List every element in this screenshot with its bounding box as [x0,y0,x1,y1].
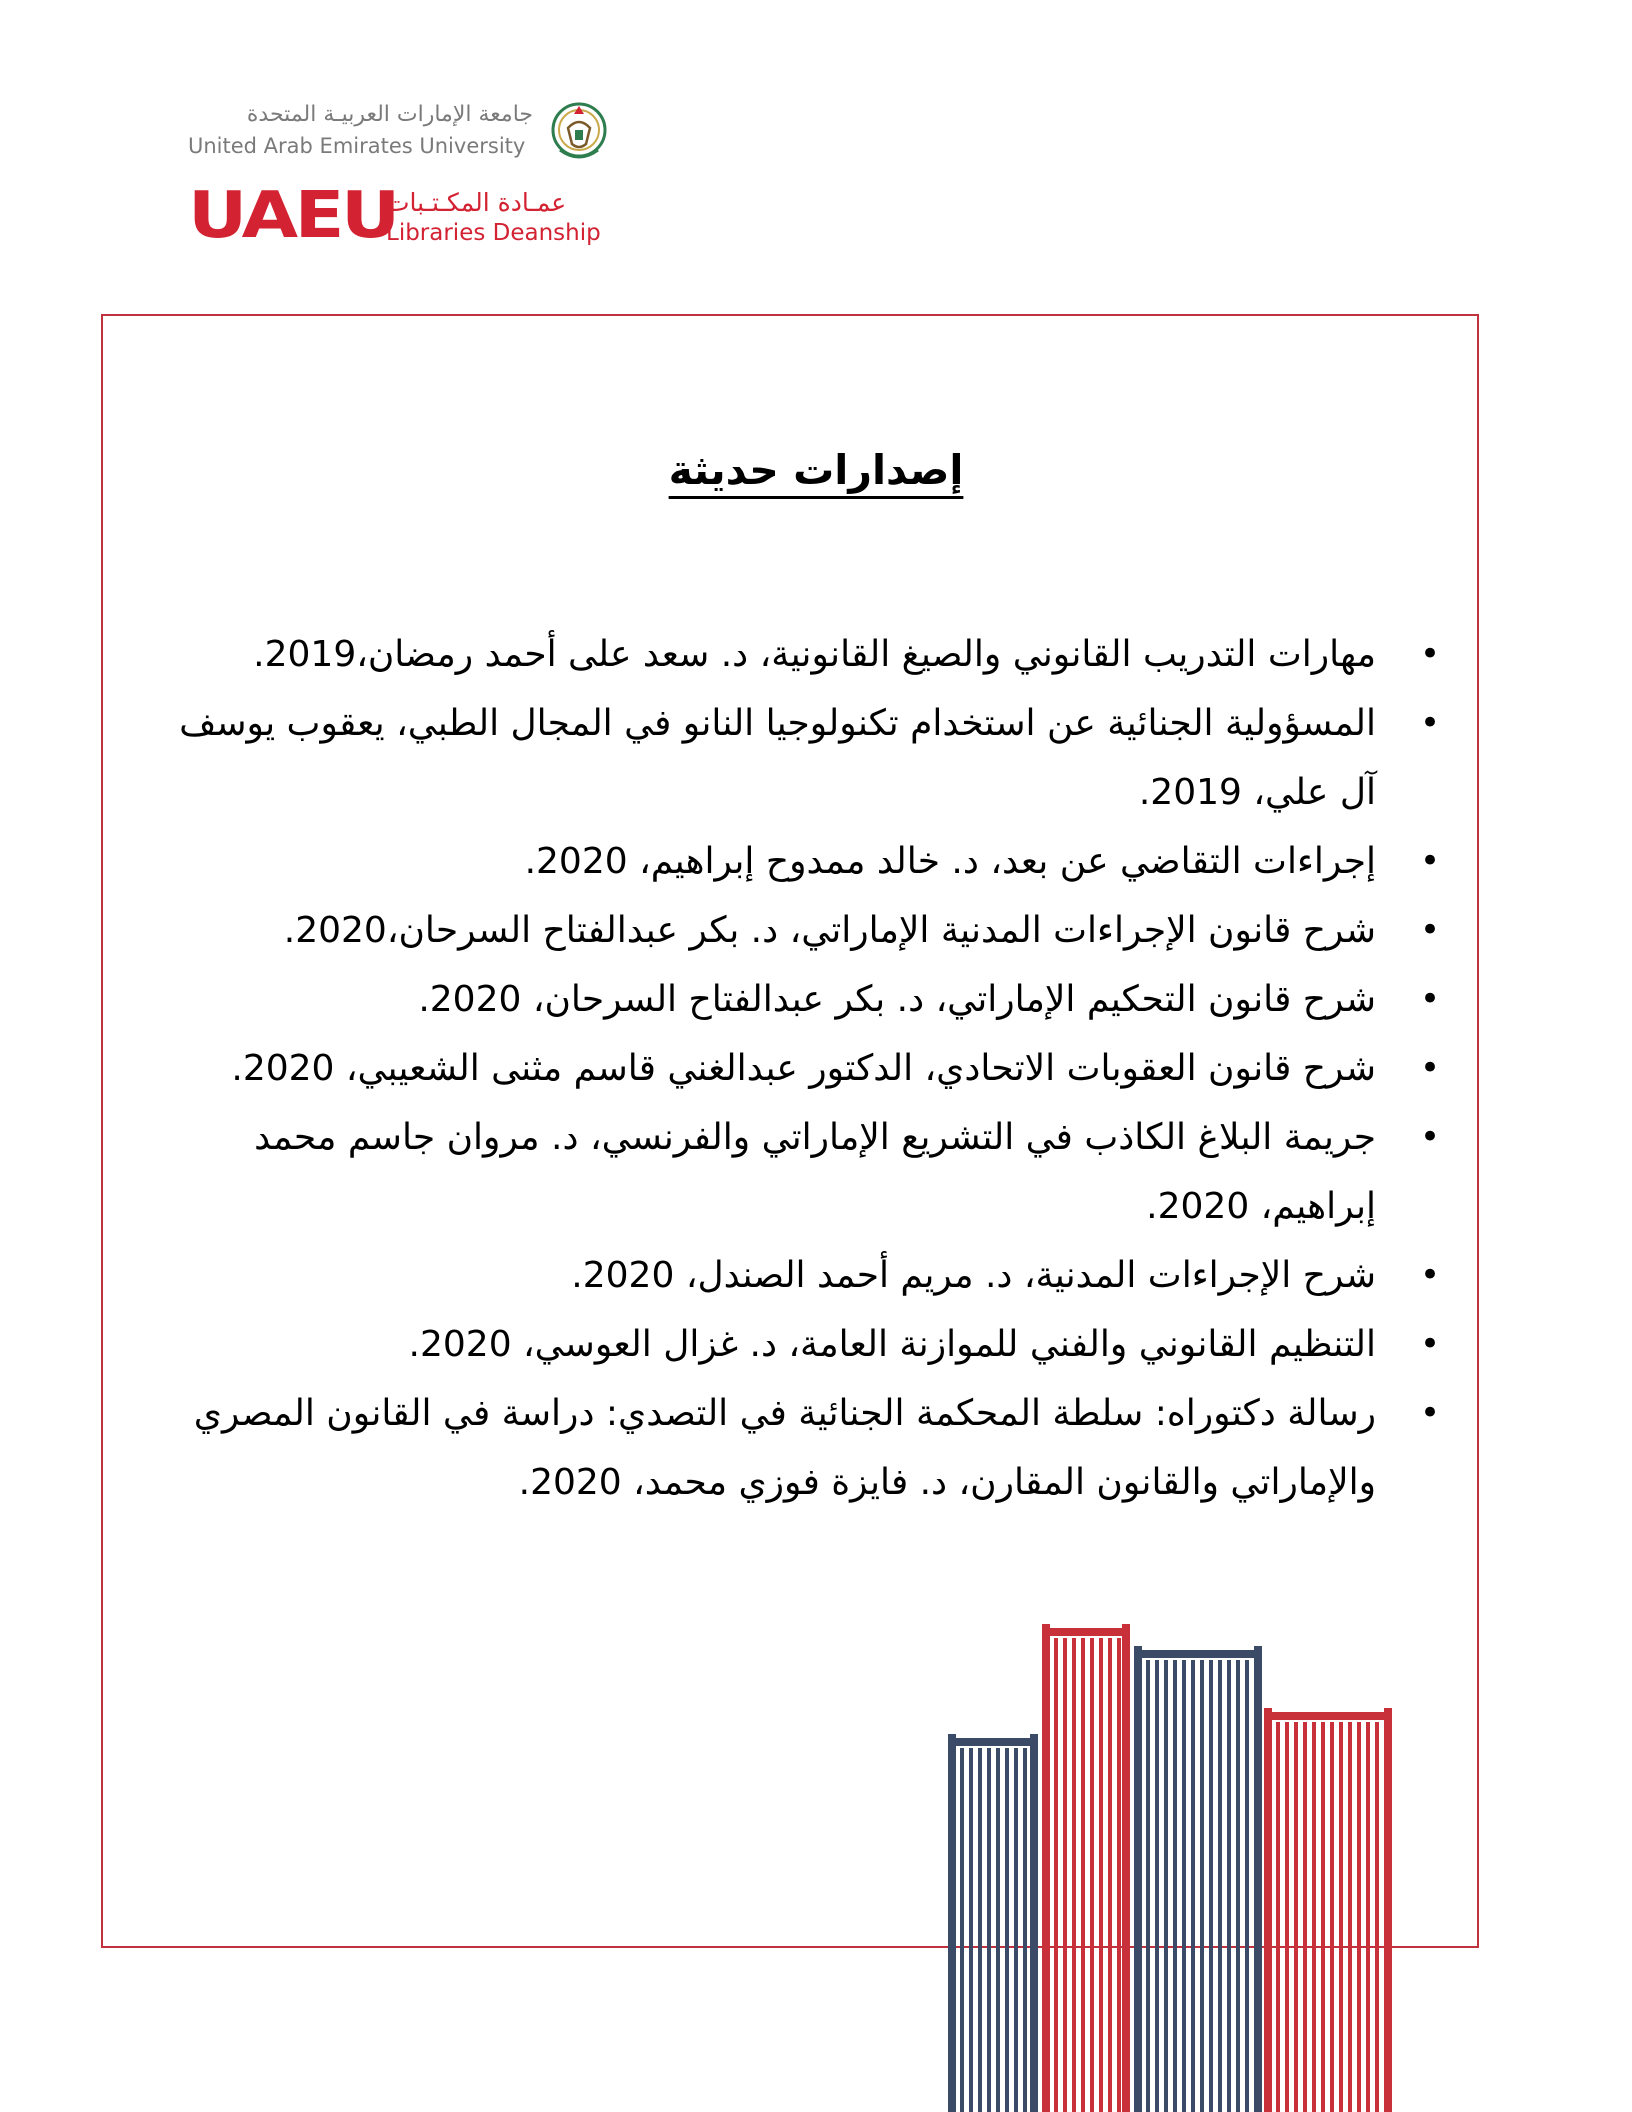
list-item: • جريمة البلاغ الكاذب في التشريع الإماراتي والفرنسي، د. مروان جاسم محمد إبراهيم، 2020. [150,1103,1410,1241]
page-title: إصدارات حديثة [668,446,964,494]
list-item: • شرح قانون التحكيم الإماراتي، د. بكر عبدالفتاح السرحان، 2020. [150,965,1410,1034]
university-name-english: United Arab Emirates University [188,134,526,158]
list-item: • مهارات التدريب القانوني والصيغ القانونية، د. سعد على أحمد رمضان،2019. [150,620,1410,689]
list-item: • المسؤولية الجنائية عن استخدام تكنولوجيا النانو في المجال الطبي، يعقوب يوسف آل علي، 2019. [150,689,1410,827]
list-item: • شرح قانون العقوبات الاتحادي، الدكتور عبدالغني قاسم مثنى الشعيبي، 2020. [150,1034,1410,1103]
university-emblem-icon [550,92,608,168]
university-name-arabic: جامعة الإمارات العربيـة المتحدة [246,102,533,127]
header [188,92,628,262]
list-item: • التنظيم القانوني والفني للموازنة العامة، د. غزال العوسي، 2020. [150,1310,1410,1379]
publications-list [150,620,1444,1517]
list-item: • إجراءات التقاضي عن بعد، د. خالد ممدوح إبراهيم، 2020. [150,827,1410,896]
deanship-name-arabic: عمـادة المكـتـبات [386,188,567,217]
deanship-name-english: Libraries Deanship [386,220,601,246]
uaeu-logo-wordmark: UAEU [188,179,397,253]
list-item: • رسالة دكتوراه: سلطة المحكمة الجنائية في التصدي: دراسة في القانون المصري والإماراتي والقانون المقارن، د. فايزة فوزي محمد، 2020. [150,1379,1410,1517]
list-item: • شرح قانون الإجراءات المدنية الإماراتي، د. بكر عبدالفتاح السرحان،2020. [150,896,1410,965]
list-item: • شرح الإجراءات المدنية، د. مريم أحمد الصندل، 2020. [150,1241,1410,1310]
